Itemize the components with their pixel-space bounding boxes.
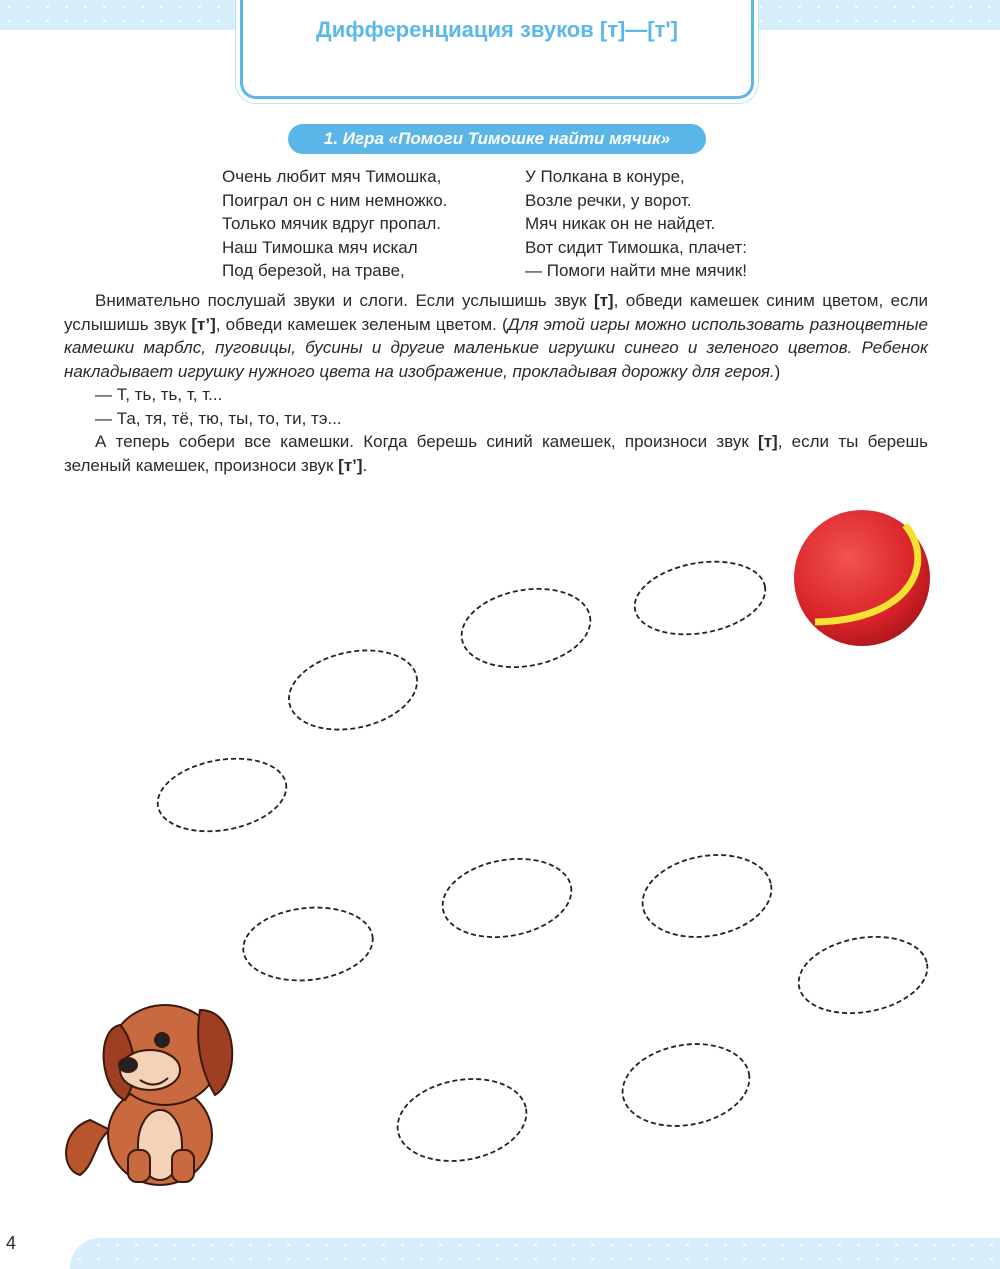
page-number: 4 <box>6 1233 17 1253</box>
poem-line: — Помоги найти мне мячик! <box>525 261 747 280</box>
poem-line: Только мячик вдруг пропал. <box>222 214 441 233</box>
text: , обведи камешек синим цветом, если услышишь звук <box>64 291 929 334</box>
syllable-line: — Та, тя, тё, тю, ты, то, ти, тэ... <box>95 408 342 428</box>
poem-line: Мяч никак он не найдет. <box>525 214 716 233</box>
text: , обведи камешек зеленым цветом. ( <box>215 314 508 334</box>
poem-line: У Полкана в конуре, <box>525 167 685 186</box>
sound-symbol: [т’] <box>191 314 216 334</box>
stone-outline[interactable] <box>240 901 377 986</box>
page-title: Дифференциация звуков [т]—[т'] <box>316 17 678 42</box>
stone-outline[interactable] <box>636 845 778 946</box>
text: . <box>362 455 368 475</box>
sound-symbol: [т’] <box>338 455 363 475</box>
stone-outline[interactable] <box>436 849 577 946</box>
bottom-band <box>70 1238 1000 1269</box>
stone-outline[interactable] <box>152 749 292 841</box>
poem-line: Вот сидит Тимошка, плачет: <box>525 237 747 257</box>
stone-outline[interactable] <box>282 639 425 740</box>
exercise-label: 1. Игра «Помоги Тимошке найти мячик» <box>288 124 706 154</box>
text: А теперь собери все камешки. Когда берешь синий камешек, произноси звук <box>95 432 759 451</box>
text: , если ты берешь зеленый камешек, произноси звук <box>64 432 928 475</box>
poem-line: Под березой, на траве, <box>222 261 405 280</box>
puppy-illustration <box>66 1005 232 1185</box>
stone-outline[interactable] <box>455 579 596 676</box>
text: ) <box>774 361 781 381</box>
stone-outline[interactable] <box>391 1069 533 1170</box>
sound-symbol: [т] <box>758 432 778 451</box>
poem-line: Очень любит мяч Тимошка, <box>222 167 442 186</box>
sound-line: — Т, ть, ть, т, т... <box>95 385 223 404</box>
stone-outline[interactable] <box>793 927 934 1022</box>
sound-symbol: [т] <box>593 291 614 310</box>
poem-line: Поиграл он с ним немножко. <box>222 190 448 210</box>
stone-outline[interactable] <box>616 1034 756 1135</box>
text: Внимательно послушай звуки и слоги. Если услышишь звук <box>95 291 594 310</box>
poem-line: Возле речки, у ворот. <box>525 190 692 210</box>
ball-illustration <box>794 510 930 646</box>
poem-line: Наш Тимошка мяч искал <box>222 237 418 257</box>
stone-outline[interactable] <box>629 552 771 644</box>
parent-note: Для этой игры можно использовать разноцветные камешки марблс, пуговицы, бусины и другие маленькие игрушки синего и зеленого цветов. Ребенок накладывает игрушку нужного цвета на изображение, прокладывая дорожку для героя. <box>64 314 928 381</box>
